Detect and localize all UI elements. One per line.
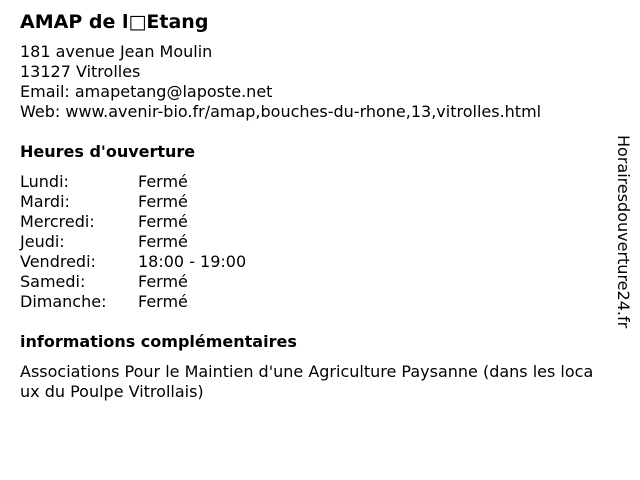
site-watermark: Horairesdouverture24.fr bbox=[614, 135, 633, 329]
info-heading: informations complémentaires bbox=[20, 332, 297, 351]
info-text: Associations Pour le Maintien d'une Agriculture Paysanne (dans les locaux du Poulpe Vitrollais) bbox=[20, 362, 594, 401]
day-label: Mardi: bbox=[20, 192, 70, 211]
business-name: AMAP de l□Etang bbox=[20, 11, 209, 33]
hours-row-friday bbox=[20, 252, 610, 272]
day-hours: Fermé bbox=[138, 272, 188, 291]
day-label: Lundi: bbox=[20, 172, 69, 191]
email-link[interactable]: amapetang@laposte.net bbox=[74, 82, 273, 101]
web-row bbox=[20, 102, 610, 122]
day-label: Dimanche: bbox=[20, 292, 107, 311]
web-link[interactable]: www.avenir-bio.fr/amap,bouches-du-rhone,13,vitrolles.html bbox=[65, 102, 542, 121]
business-card bbox=[20, 10, 610, 402]
address-line-2: 13127 Vitrolles bbox=[20, 62, 141, 81]
day-label: Vendredi: bbox=[20, 252, 96, 271]
hours-heading: Heures d'ouverture bbox=[20, 142, 196, 161]
hours-row-tuesday bbox=[20, 192, 610, 212]
email-row bbox=[20, 82, 610, 102]
day-hours: Fermé bbox=[138, 212, 188, 231]
day-hours: 18:00 - 19:00 bbox=[138, 252, 247, 271]
day-label: Jeudi: bbox=[20, 232, 65, 251]
day-hours: Fermé bbox=[138, 292, 188, 311]
day-label: Samedi: bbox=[20, 272, 86, 291]
hours-table bbox=[20, 172, 610, 312]
day-hours: Fermé bbox=[138, 192, 188, 211]
hours-row-wednesday bbox=[20, 212, 610, 232]
day-label: Mercredi: bbox=[20, 212, 95, 231]
hours-row-thursday bbox=[20, 232, 610, 252]
email-label: Email: bbox=[20, 82, 70, 101]
hours-row-saturday bbox=[20, 272, 610, 292]
address-line-1: 181 avenue Jean Moulin bbox=[20, 42, 213, 61]
day-hours: Fermé bbox=[138, 232, 188, 251]
hours-row-sunday bbox=[20, 292, 610, 312]
web-label: Web: bbox=[20, 102, 61, 121]
day-hours: Fermé bbox=[138, 172, 188, 191]
hours-row-monday bbox=[20, 172, 610, 192]
